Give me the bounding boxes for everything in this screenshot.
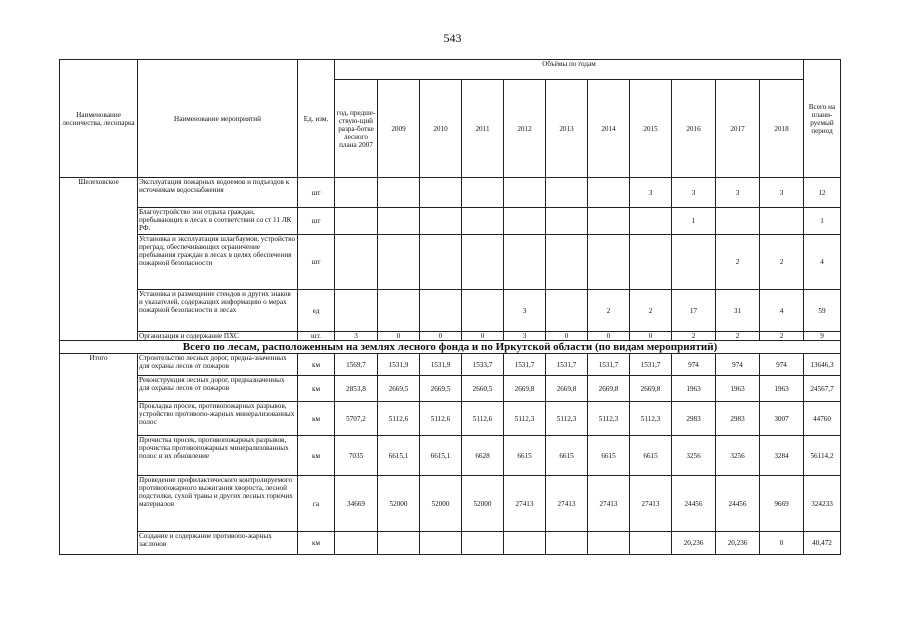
unit-cell: км	[298, 376, 335, 402]
action-name: Благоустройство зон отдыха граждан, пребывающих в лесах в соответствии со ст 11 ЛК РФ.	[138, 208, 298, 235]
value-cell	[335, 532, 378, 555]
header-year: 2011	[462, 80, 504, 178]
value-cell: 52000	[462, 476, 504, 532]
value-cell: 5112,3	[630, 402, 672, 436]
value-cell: 3256	[672, 436, 716, 476]
value-cell	[504, 208, 546, 235]
value-cell: 5112,6	[462, 402, 504, 436]
action-name: Эксплуатация пожарных водоемов и подъездов к источникам водоснабжения	[138, 178, 298, 208]
value-cell	[504, 178, 546, 208]
value-cell	[546, 208, 588, 235]
unit-cell: км	[298, 532, 335, 555]
value-cell	[462, 208, 504, 235]
table-row	[60, 235, 841, 290]
value-cell	[462, 532, 504, 555]
value-cell	[420, 290, 462, 332]
value-cell	[504, 235, 546, 290]
value-cell	[588, 178, 630, 208]
value-cell	[546, 235, 588, 290]
value-cell	[335, 178, 378, 208]
table-row	[60, 476, 841, 532]
value-cell: 24456	[672, 476, 716, 532]
value-cell	[335, 290, 378, 332]
value-cell: 2669,8	[546, 376, 588, 402]
value-cell: 31	[716, 290, 760, 332]
total-cell: 12	[804, 178, 841, 208]
table-row	[60, 436, 841, 476]
value-cell: 52000	[378, 476, 420, 532]
value-cell: 24456	[716, 476, 760, 532]
total-cell: 56114,2	[804, 436, 841, 476]
value-cell: 0	[420, 332, 462, 341]
value-cell: 0	[588, 332, 630, 341]
value-cell: 2	[716, 332, 760, 341]
value-cell	[462, 290, 504, 332]
fire-measures-table	[59, 59, 841, 555]
value-cell: 34669	[335, 476, 378, 532]
value-cell: 974	[760, 354, 804, 376]
header-year: 2015	[630, 80, 672, 178]
value-cell: 2669,8	[630, 376, 672, 402]
total-cell: 59	[804, 290, 841, 332]
value-cell: 2853,8	[335, 376, 378, 402]
action-name: Создание и содержание противопо-жарных заслонов	[138, 532, 298, 555]
table-row	[60, 290, 841, 332]
forestry-name: Шелеховское	[60, 178, 138, 341]
value-cell	[716, 208, 760, 235]
value-cell: 2669,5	[420, 376, 462, 402]
value-cell: 2660,5	[462, 376, 504, 402]
value-cell: 0	[546, 332, 588, 341]
value-cell: 1963	[716, 376, 760, 402]
value-cell	[378, 290, 420, 332]
header-year: 2018	[760, 80, 804, 178]
value-cell: 0	[378, 332, 420, 341]
value-cell: 4	[760, 290, 804, 332]
unit-cell: км	[298, 436, 335, 476]
value-cell: 2	[588, 290, 630, 332]
section-row-wrap	[60, 341, 841, 354]
unit-cell: км	[298, 402, 335, 436]
value-cell	[378, 532, 420, 555]
header-year: 2013	[546, 80, 588, 178]
action-name: Прочистка просек, противопожарных разрывов, прочистка противопожарных минерализованных полос и их обновление	[138, 436, 298, 476]
value-cell: 3	[716, 178, 760, 208]
header-year: 2016	[672, 80, 716, 178]
action-name: Установка и эксплуатация шлагбаумов, устройство преград, обеспечивающих ограничение пребывания граждан в лесах в целях обеспечения пожарной безопасности	[138, 235, 298, 290]
value-cell: 2	[760, 332, 804, 341]
value-cell: 1531,7	[588, 354, 630, 376]
value-cell: 5707,2	[335, 402, 378, 436]
value-cell: 52000	[420, 476, 462, 532]
value-cell: 27413	[588, 476, 630, 532]
table-row	[60, 354, 841, 376]
header-volumes: Объёмы по годам	[335, 60, 804, 80]
forestry-name: Итого	[60, 354, 138, 555]
value-cell: 2669,8	[504, 376, 546, 402]
value-cell	[420, 235, 462, 290]
total-cell: 44760	[804, 402, 841, 436]
value-cell: 3007	[760, 402, 804, 436]
value-cell: 6615	[588, 436, 630, 476]
value-cell: 27413	[630, 476, 672, 532]
unit-cell: км	[298, 354, 335, 376]
header-year: 2012	[504, 80, 546, 178]
value-cell: 1533,7	[462, 354, 504, 376]
total-cell: 40,472	[804, 532, 841, 555]
total-cell: 13646,3	[804, 354, 841, 376]
value-cell: 3	[504, 332, 546, 341]
total-cell: 9	[804, 332, 841, 341]
value-cell: 1	[672, 208, 716, 235]
value-cell: 2	[630, 290, 672, 332]
value-cell: 6628	[462, 436, 504, 476]
value-cell: 5112,3	[546, 402, 588, 436]
value-cell	[378, 178, 420, 208]
group-total	[60, 354, 841, 555]
table-row	[60, 332, 841, 341]
value-cell: 3	[672, 178, 716, 208]
table-row	[60, 532, 841, 555]
value-cell: 6615	[546, 436, 588, 476]
value-cell: 9669	[760, 476, 804, 532]
value-cell: 1531,7	[546, 354, 588, 376]
value-cell: 2	[716, 235, 760, 290]
value-cell: 0	[760, 532, 804, 555]
action-name: Проведение профилактического контролируемого противопожарного выжигания хвороста, лесной подстилки, сухой травы и других лесных горючих материалов	[138, 476, 298, 532]
value-cell: 2983	[716, 402, 760, 436]
value-cell: 7035	[335, 436, 378, 476]
value-cell	[378, 235, 420, 290]
value-cell	[462, 178, 504, 208]
value-cell: 3	[760, 178, 804, 208]
value-cell	[462, 235, 504, 290]
value-cell	[420, 208, 462, 235]
header-prev-year: год, предше-ствую-щий разра-ботке лесного плана 2007	[335, 80, 378, 178]
value-cell	[335, 208, 378, 235]
table-row	[60, 402, 841, 436]
value-cell: 20,236	[672, 532, 716, 555]
value-cell: 2669,5	[378, 376, 420, 402]
value-cell: 6615	[630, 436, 672, 476]
value-cell: 17	[672, 290, 716, 332]
value-cell	[630, 532, 672, 555]
header-year: 2010	[420, 80, 462, 178]
unit-cell: шт.	[298, 332, 335, 341]
value-cell: 27413	[546, 476, 588, 532]
table-row	[60, 376, 841, 402]
value-cell: 1531,9	[378, 354, 420, 376]
value-cell: 1963	[672, 376, 716, 402]
value-cell: 20,236	[716, 532, 760, 555]
value-cell: 5112,3	[588, 402, 630, 436]
table-row	[60, 178, 841, 208]
header-unit: Ед. изм.	[298, 60, 335, 178]
value-cell: 974	[672, 354, 716, 376]
value-cell: 3	[630, 178, 672, 208]
header-total: Всего на плани-руемый период	[804, 60, 841, 178]
section-title: Всего по лесам, расположенным на землях лесного фонда и по Иркутской области (по видам мероприятий)	[60, 341, 841, 354]
unit-cell: шт	[298, 178, 335, 208]
value-cell: 0	[630, 332, 672, 341]
value-cell	[588, 532, 630, 555]
value-cell	[420, 532, 462, 555]
group-shelekhovskoe	[60, 178, 841, 341]
value-cell: 1963	[760, 376, 804, 402]
value-cell: 27413	[504, 476, 546, 532]
value-cell: 1531,7	[630, 354, 672, 376]
value-cell	[546, 532, 588, 555]
table-row	[60, 208, 841, 235]
header-action: Наименование мероприятий	[138, 60, 298, 178]
value-cell	[630, 235, 672, 290]
total-cell: 24567,7	[804, 376, 841, 402]
value-cell: 6615,1	[378, 436, 420, 476]
value-cell: 3	[335, 332, 378, 341]
unit-cell: га	[298, 476, 335, 532]
value-cell: 5112,3	[504, 402, 546, 436]
unit-cell: ед	[298, 290, 335, 332]
value-cell	[420, 178, 462, 208]
value-cell: 2669,8	[588, 376, 630, 402]
value-cell: 3256	[716, 436, 760, 476]
value-cell	[672, 235, 716, 290]
action-name: Реконструкция лесных дорог, предназначенных для охраны лесов от пожаров	[138, 376, 298, 402]
value-cell: 1531,9	[420, 354, 462, 376]
table-header	[60, 60, 841, 178]
value-cell: 1531,7	[504, 354, 546, 376]
value-cell: 974	[716, 354, 760, 376]
total-cell: 4	[804, 235, 841, 290]
value-cell: 6615	[504, 436, 546, 476]
value-cell	[588, 235, 630, 290]
action-name: Установка и размещение стендов и других знаков и указателей, содержащих информацию о мерах пожарной безопасности в лесах	[138, 290, 298, 332]
unit-cell: шт	[298, 235, 335, 290]
value-cell	[760, 208, 804, 235]
total-cell: 1	[804, 208, 841, 235]
action-name: Строительство лесных дорог, предна-значенных для охраны лесов от пожаров	[138, 354, 298, 376]
unit-cell: шт	[298, 208, 335, 235]
header-forestry: Наименование лесничества, лесопарка	[60, 60, 138, 178]
value-cell: 3284	[760, 436, 804, 476]
value-cell	[546, 290, 588, 332]
action-name: Организация и содержание ПХС	[138, 332, 298, 341]
header-year: 2017	[716, 80, 760, 178]
header-year: 2009	[378, 80, 420, 178]
total-cell: 324233	[804, 476, 841, 532]
action-name: Прокладка просек, противопожарных разрывов, устройство противопо-жарных минерализованных полос	[138, 402, 298, 436]
value-cell: 1569,7	[335, 354, 378, 376]
value-cell: 2	[760, 235, 804, 290]
value-cell: 3	[504, 290, 546, 332]
value-cell: 0	[462, 332, 504, 341]
value-cell	[378, 208, 420, 235]
value-cell	[546, 178, 588, 208]
value-cell: 5112,6	[378, 402, 420, 436]
value-cell: 2983	[672, 402, 716, 436]
value-cell	[504, 532, 546, 555]
value-cell: 2	[672, 332, 716, 341]
value-cell	[588, 208, 630, 235]
header-year: 2014	[588, 80, 630, 178]
value-cell	[335, 235, 378, 290]
value-cell: 5112,6	[420, 402, 462, 436]
value-cell: 6615,1	[420, 436, 462, 476]
page-number: 543	[443, 31, 462, 45]
value-cell	[630, 208, 672, 235]
